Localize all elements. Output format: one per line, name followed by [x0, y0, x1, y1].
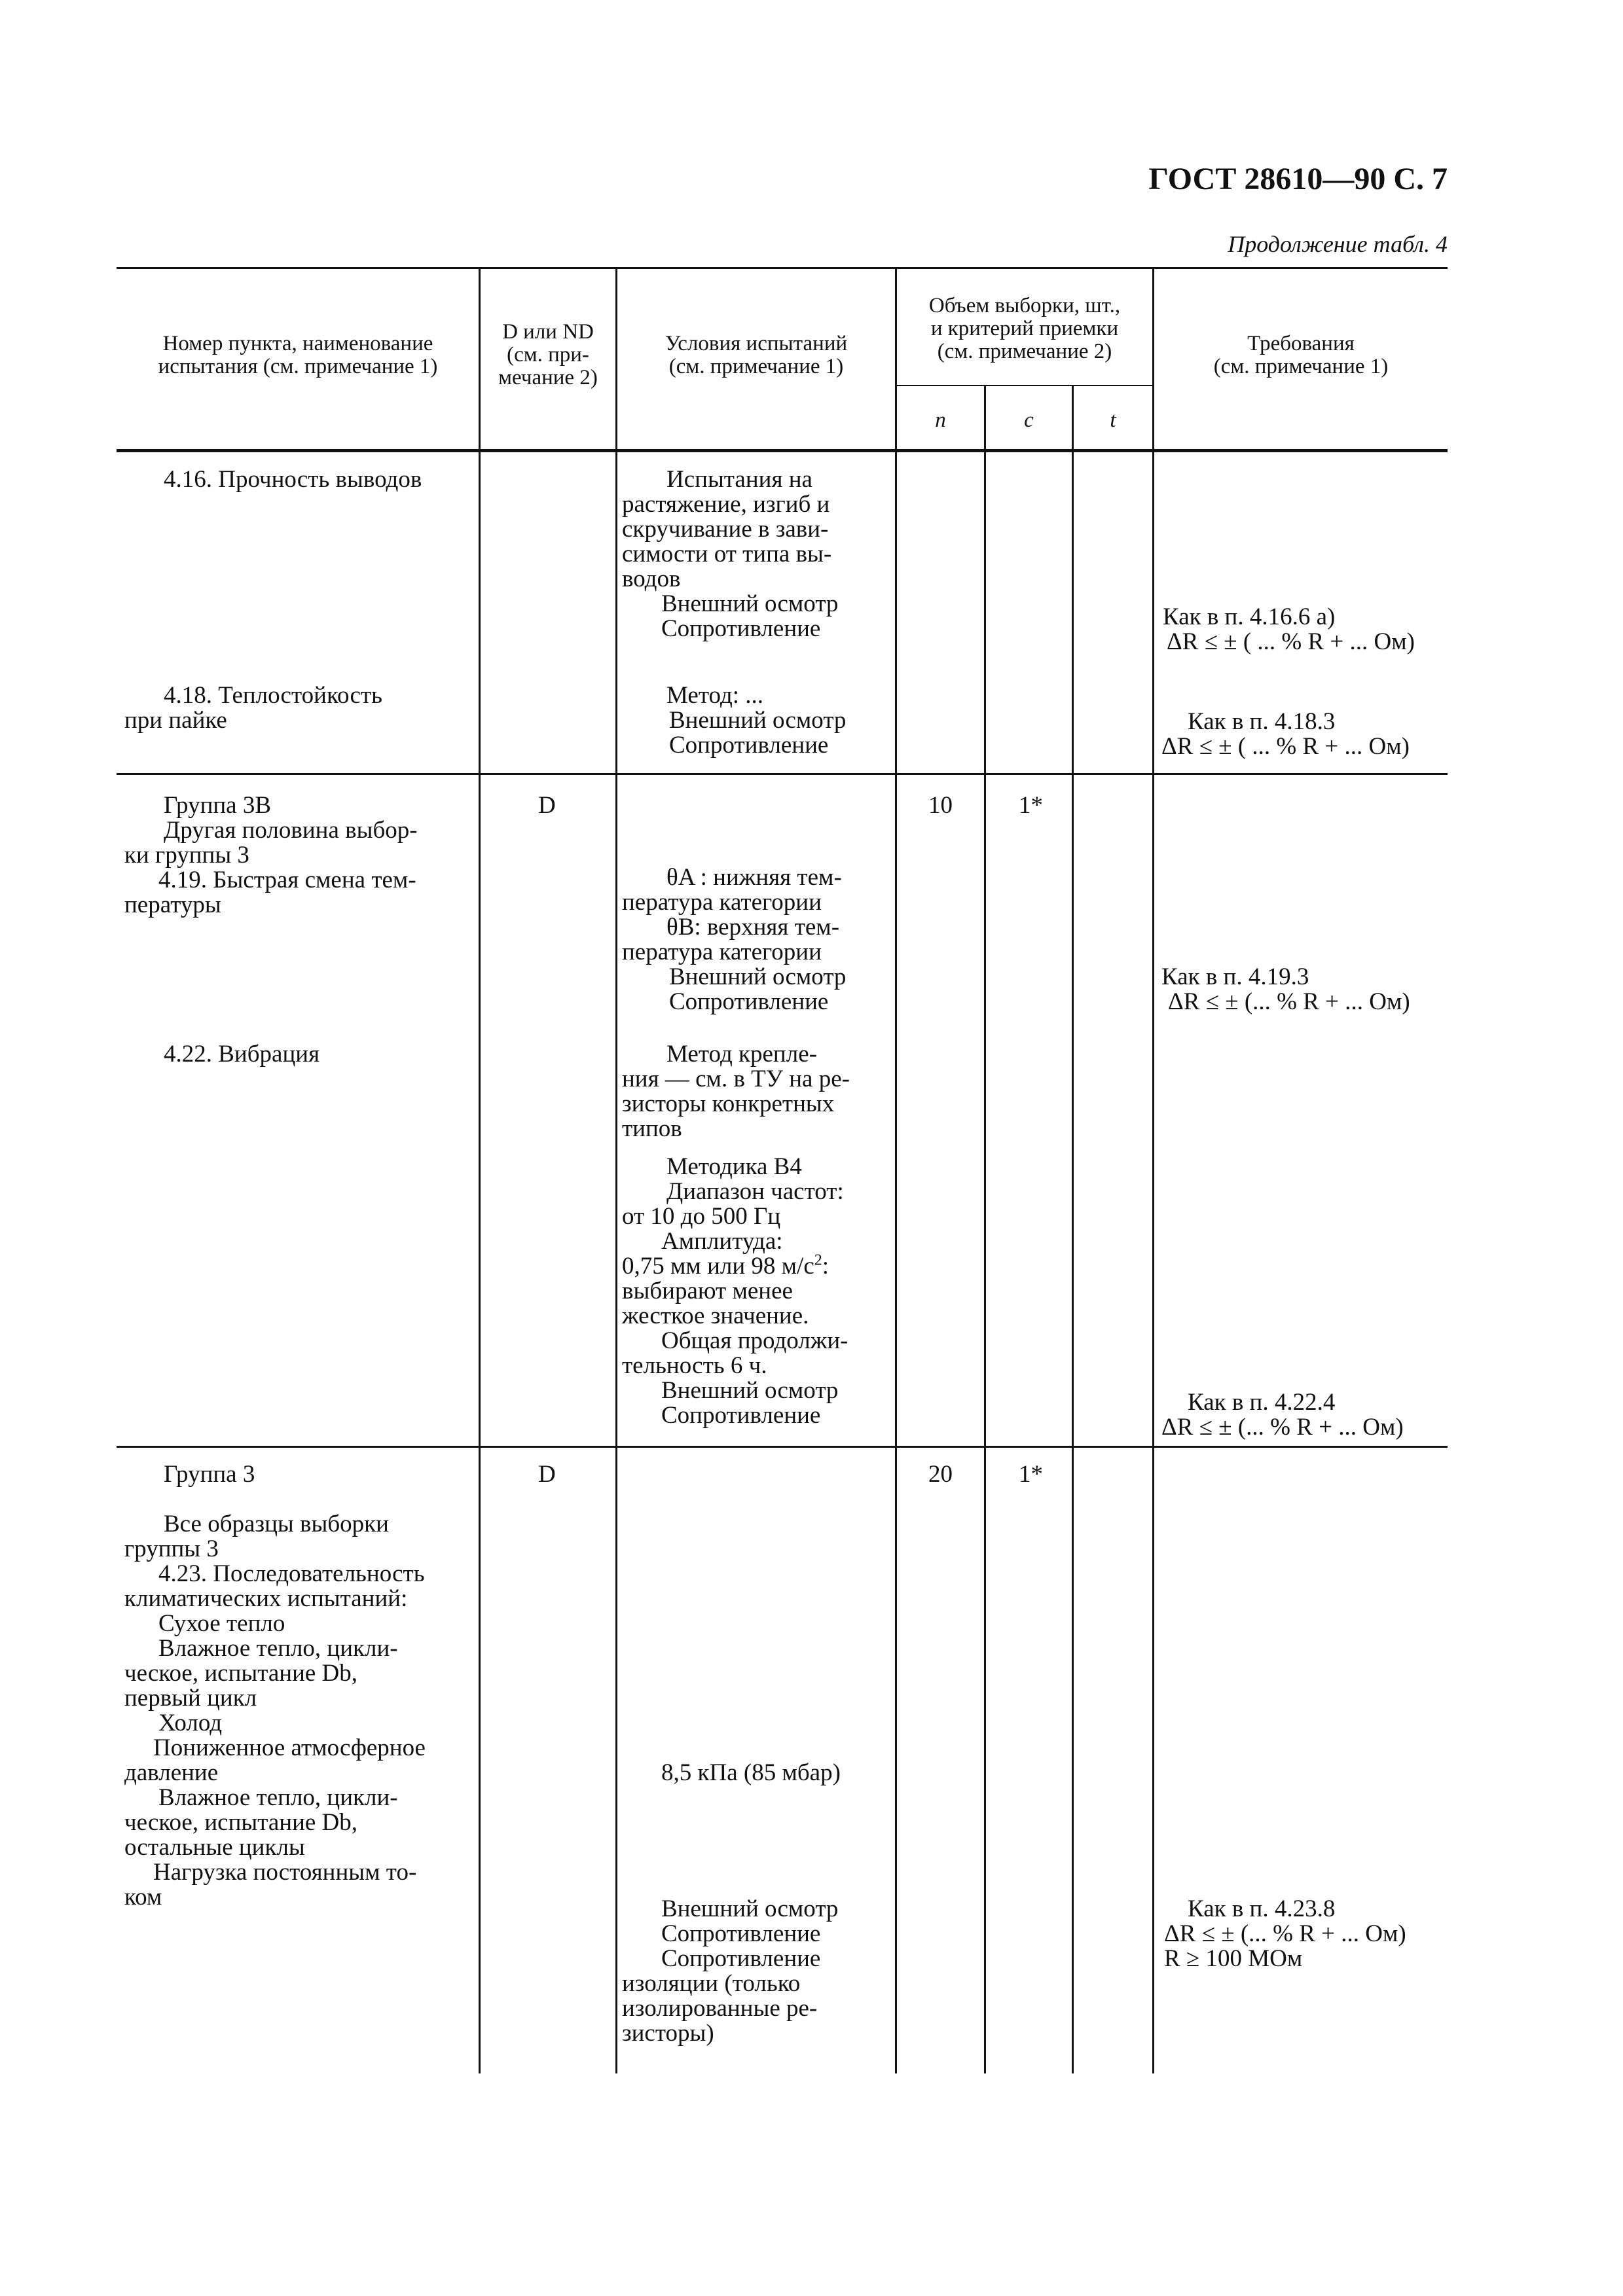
c-group-3: 1* — [1019, 1461, 1043, 1488]
item-4-22: 4.22. Вибрация — [164, 1041, 320, 1067]
conditions-line: Сопротивление — [661, 1920, 821, 1947]
conditions-line: пература категории — [622, 889, 822, 916]
item-line: климатических испытаний: — [124, 1585, 408, 1612]
dnd-group-3: D — [538, 1461, 556, 1488]
n-group-3: 20 — [928, 1461, 953, 1488]
requirements-line: Как в п. 4.23.8 — [1188, 1895, 1336, 1922]
requirements-line: Как в п. 4.19.3 — [1161, 963, 1309, 990]
requirements-4-16 — [1163, 605, 1415, 655]
conditions-load — [622, 1897, 838, 2046]
conditions-4-18 — [666, 683, 846, 758]
header-sample-line: (см. примечание 2) — [937, 340, 1112, 363]
conditions-line: Внешний осмотр — [661, 590, 839, 617]
c-group-3b: 1* — [1019, 792, 1043, 819]
conditions-line: выбирают менее — [622, 1278, 793, 1304]
header-requirements-line: (см. примечание 1) — [1213, 355, 1389, 378]
conditions-line: Испытания на — [666, 466, 812, 493]
conditions-line: симости от типа вы- — [622, 541, 832, 567]
conditions-line: Внешний осмотр — [661, 1895, 839, 1922]
conditions-line: от 10 до 500 Гц — [622, 1203, 781, 1230]
header-requirements — [1154, 332, 1448, 378]
header-requirements-line: Требования — [1247, 332, 1355, 355]
sample-subheader-rule — [895, 385, 1153, 386]
conditions-line: Сопротивление — [661, 1402, 821, 1429]
header-dnd-line: D или ND — [502, 320, 594, 344]
requirements-4-18 — [1161, 709, 1410, 759]
block2-bottom-rule — [117, 1446, 1448, 1448]
col-divider-1 — [479, 267, 481, 2073]
col-divider-2 — [615, 267, 617, 2073]
conditions-line: зисторы конкретных — [622, 1090, 835, 1117]
conditions-line: Общая продолжи- — [661, 1327, 848, 1354]
item-4-18 — [124, 683, 382, 733]
item-line: 4.19. Быстрая смена тем- — [158, 867, 416, 893]
conditions-line: Амплитуда: — [661, 1228, 783, 1255]
conditions-line: Методика В4 — [666, 1153, 802, 1180]
item-line: ческое, испытание Db, — [124, 1809, 358, 1836]
item-line: 4.18. Теплостойкость — [164, 682, 382, 709]
dnd-group-3b: D — [538, 792, 556, 819]
requirements-line: Как в п. 4.18.3 — [1188, 708, 1336, 735]
requirements-line: R ≥ 100 МОм — [1164, 1945, 1303, 1972]
conditions-line: Внешний осмотр — [669, 707, 847, 734]
header-conditions — [617, 332, 895, 378]
item-line: при пайке — [124, 707, 227, 734]
conditions-line: скручивание в зави- — [622, 516, 829, 543]
colon: : — [822, 1253, 830, 1280]
header-sample — [897, 295, 1152, 363]
item-line: пературы — [124, 891, 221, 918]
item-line: ком — [124, 1884, 162, 1910]
conditions-line: типов — [622, 1115, 682, 1142]
item-line: Сухое тепло — [158, 1610, 285, 1637]
requirements-4-19 — [1161, 965, 1410, 1014]
conditions-line: Сопротивление — [669, 732, 829, 759]
item-group-3 — [124, 1462, 426, 1910]
header-n: n — [935, 408, 946, 432]
item-line: ческое, испытание Db, — [124, 1660, 358, 1687]
item-line: Влажное тепло, цикли- — [158, 1635, 398, 1662]
page-header: ГОСТ 28610—90 С. 7 — [1148, 162, 1448, 196]
header-c: c — [1024, 408, 1034, 432]
requirements-line: Как в п. 4.22.4 — [1188, 1389, 1336, 1416]
item-line: Нагрузка постоянным то- — [153, 1859, 417, 1886]
requirements-line: ΔR ≤ ± (... % R + ... Ом) — [1164, 1920, 1406, 1947]
conditions-line: θA : нижняя тем- — [666, 864, 842, 891]
item-line: ки группы 3 — [124, 842, 249, 869]
conditions-4-22 — [622, 1042, 850, 1428]
header-t: t — [1110, 408, 1116, 432]
header-sample-line: и критерий приемки — [930, 317, 1119, 340]
item-line: Группа 3В — [164, 792, 272, 819]
item-group-3b — [124, 793, 418, 918]
conditions-line: Сопротивление — [669, 988, 829, 1015]
header-dnd-line: (см. при- — [507, 343, 589, 367]
conditions-line: Метод крепле- — [666, 1041, 817, 1067]
conditions-line: θB: верхняя тем- — [666, 914, 840, 941]
col-divider-6 — [1152, 267, 1154, 2073]
item-line: Влажное тепло, цикли- — [158, 1784, 398, 1811]
conditions-4-19 — [622, 865, 846, 1014]
conditions-line: ния — см. в ТУ на ре- — [622, 1066, 850, 1092]
conditions-4-16 — [622, 467, 838, 641]
item-line: остальные циклы — [124, 1834, 305, 1861]
conditions-line: жесткое значение. — [622, 1302, 809, 1329]
item-line: Все образцы выборки — [164, 1511, 389, 1537]
col-divider-3 — [895, 267, 897, 2073]
requirements-4-23 — [1161, 1897, 1406, 1971]
conditions-line: Внешний осмотр — [661, 1377, 839, 1404]
item-line: 4.23. Последовательность — [158, 1560, 425, 1587]
block1-bottom-rule — [117, 773, 1448, 775]
requirements-4-22 — [1161, 1390, 1404, 1440]
conditions-line: Метод: ... — [666, 682, 764, 709]
conditions-line: водов — [622, 565, 681, 592]
conditions-line: Сопротивление — [661, 1945, 821, 1972]
n-group-3b: 10 — [928, 792, 953, 819]
item-line: Другая половина выбор- — [164, 817, 418, 844]
table-continuation-label: Продолжение табл. 4 — [1228, 231, 1448, 257]
col-divider-4 — [984, 385, 986, 2073]
conditions-line: изоляции (только — [622, 1970, 801, 1997]
item-line: давление — [124, 1759, 219, 1786]
header-dnd — [481, 321, 615, 389]
requirements-line: ΔR ≤ ± (... % R + ... Ом) — [1161, 1414, 1404, 1441]
conditions-line: изолированные ре- — [622, 1995, 818, 2022]
conditions-line: растяжение, изгиб и — [622, 491, 830, 518]
requirements-line: ΔR ≤ ± ( ... % R + ... Ом) — [1161, 733, 1410, 760]
header-dnd-line: мечание 2) — [498, 366, 598, 389]
amplitude-text: 0,75 мм или 98 м/с — [622, 1253, 814, 1280]
header-item-line: испытания (см. примечание 1) — [158, 355, 438, 378]
conditions-line: зисторы) — [622, 2020, 714, 2047]
table-top-rule — [117, 267, 1448, 269]
requirements-line: ΔR ≤ ± (... % R + ... Ом) — [1168, 988, 1410, 1015]
header-item-line: Номер пункта, наименование — [162, 332, 433, 355]
header-item — [118, 332, 478, 378]
conditions-line: Диапазон частот: — [666, 1178, 844, 1205]
header-bottom-rule — [117, 449, 1448, 452]
conditions-pressure: 8,5 кПа (85 мбар) — [661, 1759, 841, 1786]
conditions-line: Внешний осмотр — [669, 963, 847, 990]
header-sample-line: Объем выборки, шт., — [928, 294, 1121, 317]
header-conditions-line: Условия испытаний — [665, 332, 848, 355]
item-4-16: 4.16. Прочность выводов — [164, 466, 422, 493]
item-line: группы 3 — [124, 1535, 219, 1562]
item-line: Группа 3 — [164, 1461, 255, 1488]
conditions-line: тельность 6 ч. — [622, 1352, 767, 1379]
conditions-line: пература категории — [622, 939, 822, 965]
header-conditions-line: (см. примечание 1) — [668, 355, 844, 378]
conditions-line: Сопротивление — [661, 615, 821, 642]
item-line: первый цикл — [124, 1685, 257, 1712]
col-divider-5 — [1072, 385, 1074, 2073]
superscript: 2 — [814, 1251, 822, 1269]
item-line: Холод — [158, 1710, 223, 1736]
item-line: Пониженное атмосферное — [153, 1734, 426, 1761]
conditions-line-amplitude — [622, 1251, 850, 1280]
requirements-line: Как в п. 4.16.6 а) — [1163, 603, 1336, 630]
requirements-line: ΔR ≤ ± ( ... % R + ... Ом) — [1167, 628, 1415, 655]
